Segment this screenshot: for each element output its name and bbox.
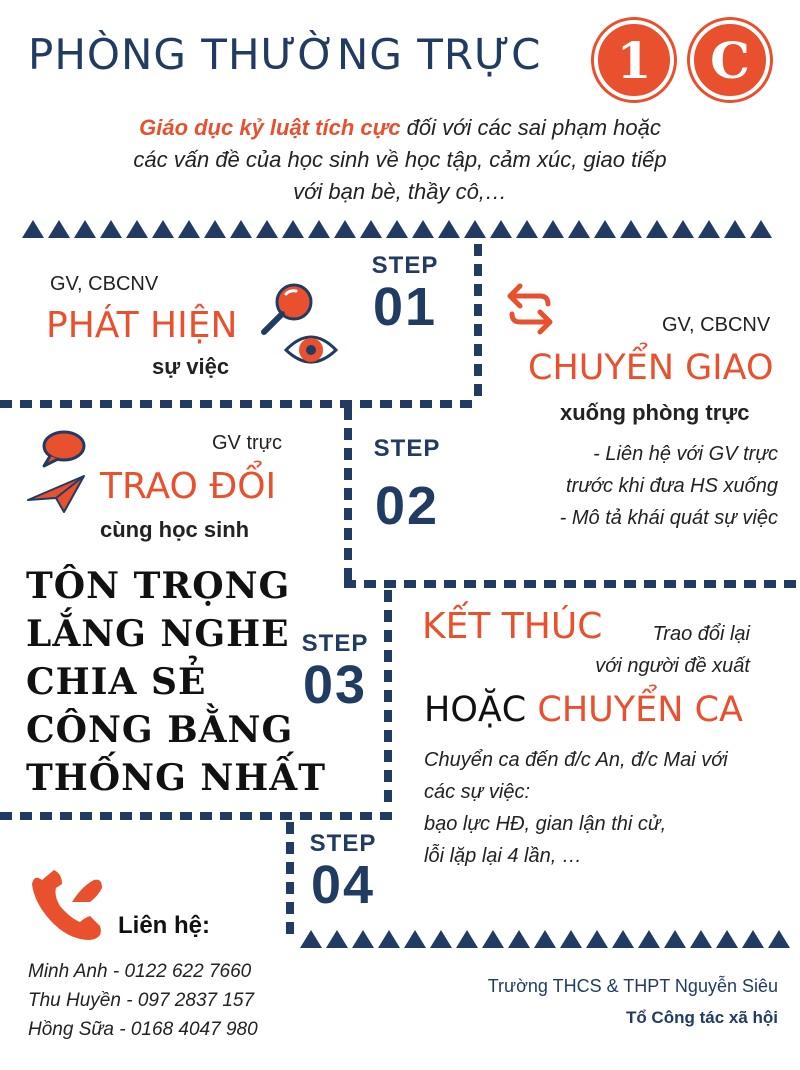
finish-note (560, 618, 750, 682)
detect-role: GV, CBCNV (50, 273, 159, 295)
transfer-note-1: - Liên hệ với GV trực (593, 443, 778, 465)
contact-person: Thu Huyền - 097 2837 157 (28, 990, 255, 1011)
value-item: THỐNG NHẤT (26, 757, 326, 799)
contact-person: Hồng Sữa - 0168 4047 980 (28, 1019, 258, 1040)
finish-note-2: với người đề xuất (595, 655, 750, 677)
or-transfer-heading (424, 690, 743, 730)
intro-line1: đối với các sai phạm hoặc (400, 115, 661, 140)
triangle-row-top (22, 220, 772, 238)
page-title: PHÒNG THƯỜNG TRỰC (28, 30, 542, 79)
value-item: TÔN TRỌNG (26, 565, 291, 607)
or-word: HOẶC (424, 690, 527, 730)
magnifier-eye-icon (256, 280, 346, 380)
intro-text (40, 112, 760, 208)
finish-note-1: Trao đổi lại (652, 623, 750, 645)
step-01 (360, 252, 450, 338)
contact-person: Minh Anh - 0122 622 7660 (28, 961, 252, 982)
detect-heading: PHÁT HIỆN (46, 305, 238, 346)
footer-org: Tổ Công tác xã hội (625, 1008, 778, 1027)
transfer-role: GV, CBCNV (662, 314, 771, 336)
footer-school: Trường THCS & THPT Nguyễn Siêu (487, 976, 778, 996)
logo-1-badge (594, 20, 674, 100)
step-02-label: STEP (373, 435, 441, 462)
step-03-number: 03 (302, 655, 368, 715)
step-04 (298, 830, 388, 916)
transfer-arrows-icon (506, 282, 554, 336)
value-item: CHIA SẺ (26, 661, 207, 703)
exchange-heading: TRAO ĐỔI (100, 466, 277, 507)
intro-line2: các vấn đề của học sinh về học tập, cảm xúc, giao tiếp (133, 147, 667, 172)
intro-line3: với bạn bè, thầy cô,… (293, 179, 507, 204)
finish-detail-1: Chuyển ca đến đ/c An, đ/c Mai với (424, 749, 728, 771)
or-heading: CHUYỂN CA (537, 690, 743, 730)
step-03-label: STEP (301, 630, 369, 657)
core-values-list (26, 562, 326, 802)
chat-plane-icon (24, 428, 94, 518)
transfer-notes (478, 438, 778, 534)
finish-details (424, 744, 794, 872)
logo-1-text: 1 (616, 30, 652, 90)
intro-highlight: Giáo dục kỷ luật tích cực (139, 115, 401, 140)
magnifier-icon (264, 285, 311, 332)
transfer-sub: xuống phòng trực (560, 400, 750, 425)
phone-hand-icon (28, 866, 110, 946)
step-04-label: STEP (309, 830, 377, 857)
logo-c-text: C (710, 30, 750, 90)
finish-heading: KẾT THÚC (422, 606, 603, 647)
transfer-note-2: trước khi đưa HS xuống (566, 475, 778, 497)
exchange-role: GV trực (212, 432, 283, 454)
detect-sub: sự việc (152, 354, 230, 379)
logo-c-badge (690, 20, 770, 100)
exchange-sub: cùng học sinh (100, 517, 250, 542)
contact-heading: Liên hệ: (118, 912, 211, 939)
step-02 (362, 435, 452, 537)
finish-detail-4: lỗi lặp lại 4 lần, … (424, 845, 582, 867)
finish-detail-2: các sự việc: (424, 781, 531, 803)
transfer-heading: CHUYỂN GIAO (528, 348, 774, 388)
step-01-number: 01 (372, 277, 438, 337)
value-item: CÔNG BẰNG (26, 709, 294, 751)
step-03 (290, 630, 380, 716)
eye-icon (286, 337, 336, 362)
contact-list (28, 957, 258, 1044)
transfer-note-3: - Mô tả khái quát sự việc (559, 507, 778, 529)
step-04-number: 04 (310, 855, 376, 915)
finish-detail-3: bạo lực HĐ, gian lận thi cử, (424, 813, 667, 835)
step-02-number: 02 (374, 476, 440, 536)
value-item: LẮNG NGHE (26, 613, 290, 655)
speech-bubble-icon (44, 432, 84, 466)
paper-plane-icon (28, 476, 84, 512)
step-01-label: STEP (371, 252, 439, 279)
triangle-row-bottom (300, 930, 790, 948)
